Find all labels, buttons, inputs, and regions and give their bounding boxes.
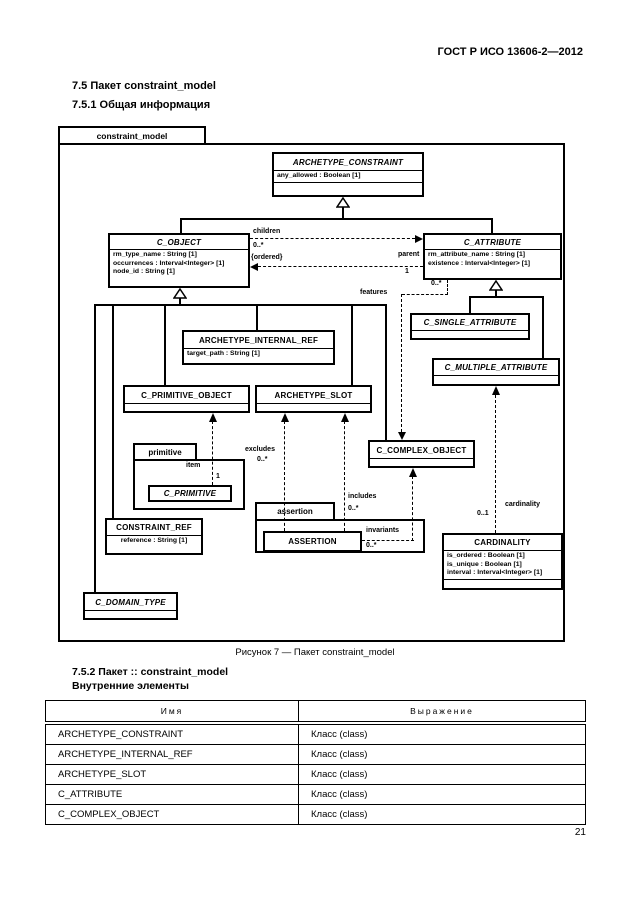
class-c-primitive-object [123,385,250,413]
attribute: rm_type_name : String [1] [113,251,197,258]
cell-name: C_COMPLEX_OBJECT [46,805,299,825]
generalization-line [180,218,182,234]
arrowhead-up-icon [209,413,217,422]
column-header-expression: Выражение [299,701,586,724]
cell-name: ARCHETYPE_INTERNAL_REF [46,745,299,765]
generalization-line [164,304,166,386]
generalization-line [351,304,353,386]
class-c-object [108,233,250,288]
arrowhead-right-icon [415,235,423,243]
class-c-multiple-attribute [432,358,560,386]
class-c-primitive [148,485,232,502]
item-multiplicity-label: 1 [216,473,220,480]
package-label: constraint_model [96,130,168,141]
class-attributes [184,349,333,363]
page-number: 21 [574,827,586,838]
invariants-role-label: invariants [366,527,400,534]
cell-expression: Класс (class) [299,723,586,745]
invariants-multiplicity-label: 0..* [366,542,377,549]
class-attributes [274,171,422,183]
empty-compartment [274,183,422,195]
features-role-label: features [360,289,388,296]
empty-compartment [412,331,528,338]
children-association-line [250,238,415,239]
arrowhead-down-icon [398,432,406,440]
arrowhead-up-icon [492,386,500,395]
class-name: ARCHETYPE_CONSTRAINT [274,154,422,171]
attribute: rm_attribute_name : String [1] [428,251,526,258]
arrowhead-left-icon [250,263,258,271]
cardinality-association-line [495,395,496,533]
class-name: C_ATTRIBUTE [425,235,560,250]
class-name: C_DOMAIN_TYPE [85,594,176,611]
class-c-complex-object [368,440,475,468]
table-row [46,805,586,825]
generalization-line [542,296,544,359]
excludes-association-line [284,421,285,531]
class-c-single-attribute [410,313,530,340]
class-name: CARDINALITY [444,535,561,551]
generalization-line [469,296,471,314]
class-name: C_PRIMITIVE_OBJECT [125,387,248,404]
generalization-arrow-icon [336,197,350,208]
inner-elements-table [45,700,586,825]
cell-expression: Класс (class) [299,745,586,765]
parent-role-label: parent [398,251,420,258]
includes-association-line [344,421,345,531]
excludes-multiplicity-label: 0..* [257,456,268,463]
class-name: ARCHETYPE_INTERNAL_REF [184,332,333,349]
features-association-line [401,294,402,432]
invariants-association-line [362,540,414,541]
attribute: interval : Interval<Integer> [1] [447,569,543,577]
generalization-line [94,304,96,593]
class-name: C_PRIMITIVE [163,489,217,498]
class-cardinality [442,533,563,590]
item-role-label: item [186,462,201,469]
generalization-arrow-icon [489,280,503,291]
class-c-attribute [423,233,562,280]
generalization-line [491,218,493,234]
class-name: C_OBJECT [110,235,248,250]
attribute: reference : String [1] [120,537,188,544]
cell-expression: Класс (class) [299,765,586,785]
features-multiplicity-label: 0..* [431,280,442,287]
section-subheading-inner-elements: Внутренние элементы [72,680,190,692]
generalization-line [470,296,544,298]
empty-compartment [370,459,473,466]
package-tab-constraint-model [58,126,206,145]
empty-compartment [257,404,370,411]
figure-caption: Рисунок 7 — Пакет constraint_model [235,647,395,658]
children-multiplicity-label: 0..* [253,242,264,249]
ordered-constraint-label: {ordered} [251,254,283,261]
attribute: node_id : String [1] [113,268,175,276]
class-c-domain-type [83,592,178,620]
cell-expression: Класс (class) [299,785,586,805]
children-role-label: children [253,228,281,235]
class-archetype-slot [255,385,372,413]
table-row [46,745,586,765]
class-name: C_COMPLEX_OBJECT [370,442,473,459]
class-name: C_MULTIPLE_ATTRIBUTE [434,360,558,376]
excludes-role-label: excludes [245,446,275,453]
attribute: existence : Interval<Integer> [1] [428,259,530,267]
attribute: target_path : String [1] [187,350,260,357]
table-row [46,785,586,805]
class-name: ASSERTION [288,537,337,546]
empty-compartment [85,611,176,618]
package-label: primitive [148,447,182,457]
table-row [46,765,586,785]
class-attributes [110,250,248,286]
class-name: ARCHETYPE_SLOT [257,387,370,404]
arrowhead-up-icon [409,468,417,477]
class-attributes [425,250,560,278]
document-code: ГОСТ Р ИСО 13606-2—2012 [437,46,583,58]
cell-expression: Класс (class) [299,805,586,825]
section-heading-75: 7.5 Пакет constraint_model [72,80,216,92]
class-name: C_SINGLE_ATTRIBUTE [412,315,528,331]
cardinality-multiplicity-label: 0..1 [477,510,489,517]
attribute: any_allowed : Boolean [1] [277,172,361,179]
cell-name: ARCHETYPE_SLOT [46,765,299,785]
section-heading-751: 7.5.1 Общая информация [72,99,211,111]
invariants-association-line [412,476,413,541]
generalization-line [112,304,114,519]
class-assertion [263,531,362,552]
empty-compartment [125,404,248,411]
class-attributes [444,551,561,580]
class-archetype-constraint [272,152,424,197]
attribute: occurrences : Interval<Integer> [1] [113,259,225,267]
empty-compartment [444,580,561,588]
class-name: CONSTRAINT_REF [107,520,201,536]
class-constraint-ref [105,518,203,555]
attribute: is_unique : Boolean [1] [447,560,522,568]
class-archetype-internal-ref [182,330,335,365]
arrowhead-up-icon [341,413,349,422]
generalization-bus-line [94,304,387,306]
item-association-line [212,421,213,485]
attribute: is_ordered : Boolean [1] [447,552,525,559]
parent-multiplicity-label: 1 [405,268,409,275]
class-attributes [107,536,201,553]
generalization-line [256,304,258,331]
generalization-line [180,218,493,220]
generalization-arrow-icon [173,288,187,299]
empty-compartment [434,376,558,384]
generalization-line [385,304,387,441]
table-header-row [46,701,586,724]
cell-name: C_ATTRIBUTE [46,785,299,805]
arrowhead-up-icon [281,413,289,422]
column-header-name: Имя [46,701,299,724]
package-label: assertion [277,507,313,516]
table-row [46,723,586,745]
section-heading-752: 7.5.2 Пакет :: constraint_model [72,666,229,678]
features-association-line [402,294,448,295]
cell-name: ARCHETYPE_CONSTRAINT [46,723,299,745]
features-association-line [447,280,448,295]
parent-association-line [258,266,423,267]
cardinality-role-label: cardinality [505,501,541,508]
includes-multiplicity-label: 0..* [348,505,359,512]
includes-role-label: includes [348,493,377,500]
